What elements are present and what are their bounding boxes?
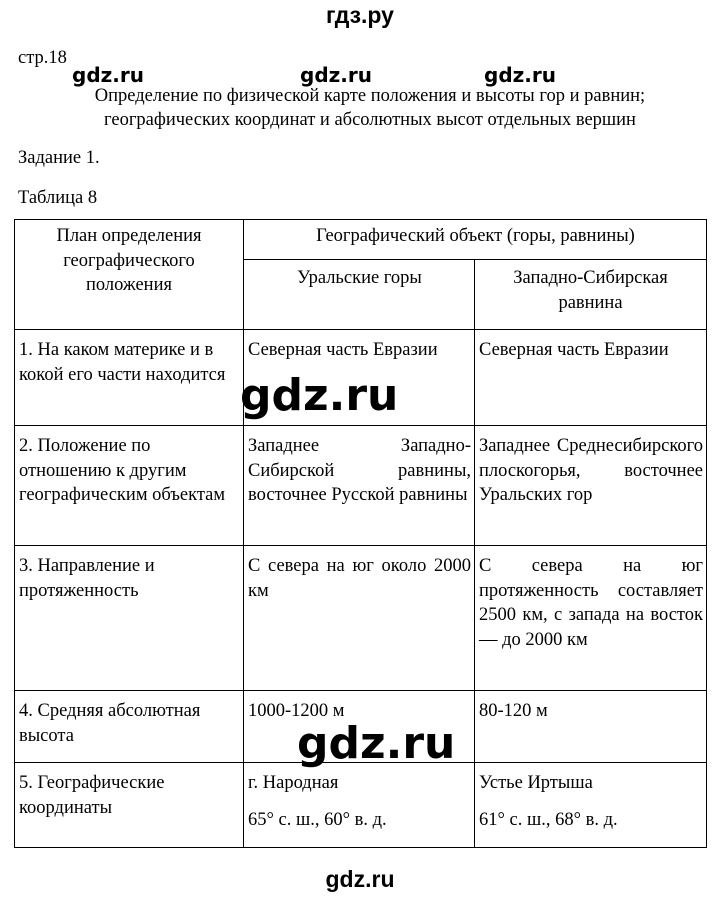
ural-cell: Северная часть Евразии xyxy=(244,330,475,426)
site-footer: gdz.ru xyxy=(325,866,395,892)
site-title: гдз.ру xyxy=(326,2,394,28)
plan-cell: 1. На каком материке и в кокой его части находится xyxy=(15,330,244,426)
table-caption: Таблица 8 xyxy=(18,188,98,208)
west-siberian-cell xyxy=(475,763,707,848)
watermark-large: gdz.ru xyxy=(297,718,456,769)
summit-name: г. Народная xyxy=(248,773,339,793)
watermark: gdz.ru xyxy=(484,63,556,87)
header-object-group: Географический объект (горы, равнины) xyxy=(244,220,707,260)
coordinates: 65° с. ш., 60° в. д. xyxy=(248,809,387,830)
task-label: Задание 1. xyxy=(18,148,100,168)
heading-line-1: Определение по физической карте положения и высоты гор и равнин; xyxy=(94,86,646,106)
page-reference: стр.18 xyxy=(18,48,67,68)
plan-cell: 5. Географические координаты xyxy=(15,763,244,848)
page-heading xyxy=(40,84,700,132)
plan-cell: 3. Направление и протяженность xyxy=(15,546,244,691)
header-west-siberian: Западно-Сибирская равнина xyxy=(475,260,707,330)
ural-cell: С севера на юг около 2000 км xyxy=(244,546,475,691)
west-siberian-cell: 80-120 м xyxy=(475,691,707,763)
watermark: gdz.ru xyxy=(300,63,372,87)
west-siberian-cell: Северная часть Евразии xyxy=(475,330,707,426)
header-plan: План определения географического положения xyxy=(15,220,244,330)
heading-line-2: географических координат и абсолютных высот отдельных вершин xyxy=(104,110,636,130)
west-siberian-cell: С севера на юг протяженность составляет 2500 км, с запада на восток — до 2000 км xyxy=(475,546,707,691)
ural-cell: 1000-1200 м xyxy=(244,691,475,763)
ural-cell: Западнее Западно-Сибирской равнины, восточнее Русской равнины xyxy=(244,426,475,546)
table-row xyxy=(15,763,707,848)
watermark-large: gdz.ru xyxy=(240,370,399,421)
table-row xyxy=(15,426,707,546)
plan-cell: 2. Положение по отношению к другим географическим объектам xyxy=(15,426,244,546)
ural-cell xyxy=(244,763,475,848)
table-row xyxy=(15,546,707,691)
point-name: Устье Иртыша xyxy=(479,773,593,793)
west-siberian-cell: Западнее Среднесибирского плоскогорья, восточнее Уральских гор xyxy=(475,426,707,546)
watermark: gdz.ru xyxy=(72,63,144,87)
header-ural: Уральские горы xyxy=(244,260,475,330)
coordinates: 61° с. ш., 68° в. д. xyxy=(479,809,618,830)
plan-cell: 4. Средняя абсолютная высота xyxy=(15,691,244,763)
